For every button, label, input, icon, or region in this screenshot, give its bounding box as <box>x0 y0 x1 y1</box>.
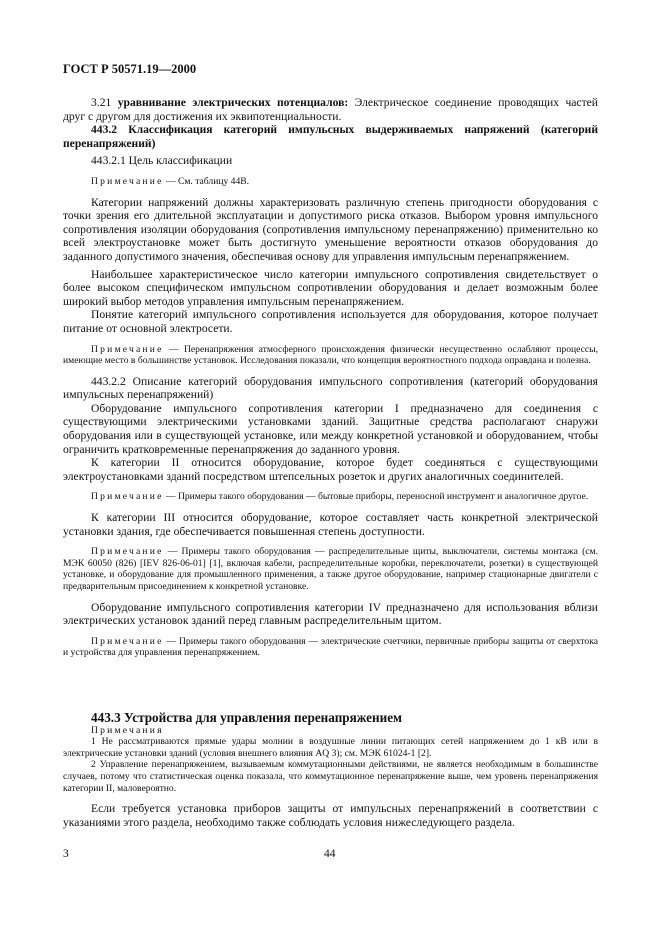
note-text: — Примеры такого оборудования — распределительные щиты, выключатели, системы монтажа (см. МЭК 60050 (826) [IEV 826-06-01] [1], включая кабели, распределительные коробки, переключатели, розетки) в существующей установке, и оборудование для промышленного применения, а также другое оборудование, например стационарные двигатели с предварительным присоединением к конкретной установке. <box>63 546 598 592</box>
document-body <box>63 96 598 829</box>
definition-term: уравнивание электрических потенциалов: <box>117 96 349 109</box>
paragraph-6: К категории III относится оборудование, которое составляет часть конкретной электрической установки здания, где обеспечивается повышенная степень доступности. <box>63 511 598 538</box>
paragraph-5: К категории II относится оборудование, которое будет соединяться с существующими электроустановками зданий посредством штепсельных розеток и других аналогичных соединителей. <box>63 456 598 483</box>
paragraph-2: Наибольшее характеристическое число категории импульсного сопротивления свидетельствует о более высоком специфическом импульсном сопротивлении оборудования и делает возможным более широкий выбор методов управления импульсным перенапряжением. <box>63 267 598 308</box>
note-3 <box>63 491 598 503</box>
paragraph-7: Оборудование импульсного сопротивления категории IV предназначено для использования вблизи электрических установок зданий перед главным распределительным щитом. <box>63 600 598 628</box>
definition-number: 3.21 <box>91 96 118 109</box>
note-label: Примечание <box>91 635 164 647</box>
paragraph-8: Если требуется установка приборов защиты от импульсных перенапряжений в соответствии с указаниями этого раздела, необходимо также соблюдать условия нижеследующего раздела. <box>63 802 598 829</box>
definition-text: Электрическое соединение проводящих частей друг с другом для достижения их эквипотенциальности. <box>63 96 598 123</box>
notes-heading: Примечания <box>91 724 164 736</box>
section-443-2-heading: 443.2 Классификация категорий импульсных выдерживаемых напряжений (категорий перенапряжений) <box>63 123 598 150</box>
note-4 <box>63 546 598 592</box>
note-label: Примечание <box>91 546 164 558</box>
note-text: — Перенапряжения атмосферного происхождения физически несущественно ослабляют процессы, имеющие место в большинстве установок. Исследования показали, что концепция вероятностного подхода оправдана и полезна. <box>63 343 598 367</box>
note-text: — Примеры такого оборудования — бытовые приборы, переносной инструмент и аналогичное другое. <box>163 491 589 503</box>
note-6: 1 Не рассматриваются прямые удары молнии в воздушные линии питающих сетей напряжением до 1 кВ или в электрические установки зданий (условия внешнего влияния AQ 3); см. МЭК 61024-1 [2]. <box>63 736 598 759</box>
note-5 <box>63 636 598 659</box>
note-2 <box>63 344 598 367</box>
note-label: Примечание <box>91 491 164 503</box>
document-header: ГОСТ Р 50571.19—2000 <box>63 62 197 76</box>
section-443-2-2-heading: 443.2.2 Описание категорий оборудования импульсного сопротивления (категорий оборудования импульсных перенапряжений) <box>63 374 598 402</box>
note-1 <box>63 176 598 188</box>
footer-left-mark: 3 <box>63 848 69 860</box>
paragraph-1: Категории напряжений должны характеризовать различную степень пригодности оборудования с точки зрения его длительной эксплуатации и допустимого риска отказов. Выбором уровня импульсного сопротивления изоляции оборудования (сопротивления импульсному перенапряжению) применительно ко всей электроустановке может быть достигнуто уменьшение вероятности отказов оборудования до заданного допустимого значения, обеспечивая основу для управления импульсным перенапряжением. <box>63 195 598 263</box>
definition-3-21 <box>63 96 598 123</box>
note-text: — Примеры такого оборудования — электрические счетчики, первичные приборы защиты от сверхтока и устройства для управления перенапряжением. <box>63 635 598 659</box>
note-7: 2 Управление перенапряжением, вызываемым коммутационными действиями, не является необходимым в большинстве случаев, потому что статистическая оценка показала, что коммутационное перенапряжение выше, чем уровень перенапряжения категории II, маловероятно. <box>63 759 598 794</box>
note-text: — См. таблицу 44В. <box>163 175 250 187</box>
paragraph-4: Оборудование импульсного сопротивления категории I предназначено для соединения с существующими электрическими установками зданий. Защитные средства располагают снаружи оборудования или в существующей установке, или между конкретной установкой и оборудованием, чтобы ограничить кратковременные перенапряжения до заданного уровня. <box>63 401 598 456</box>
section-443-3-heading: 443.3 Устройства для управления перенапряжением <box>91 709 403 725</box>
note-label: Примечание <box>91 343 164 355</box>
paragraph-3: Понятие категорий импульсного сопротивления используется для оборудования, которое получает питание от основной электросети. <box>63 308 598 335</box>
section-443-2-1-heading: 443.2.1 Цель классификации <box>91 154 233 168</box>
page-number: 44 <box>324 848 336 860</box>
note-label: Примечание <box>91 175 164 187</box>
